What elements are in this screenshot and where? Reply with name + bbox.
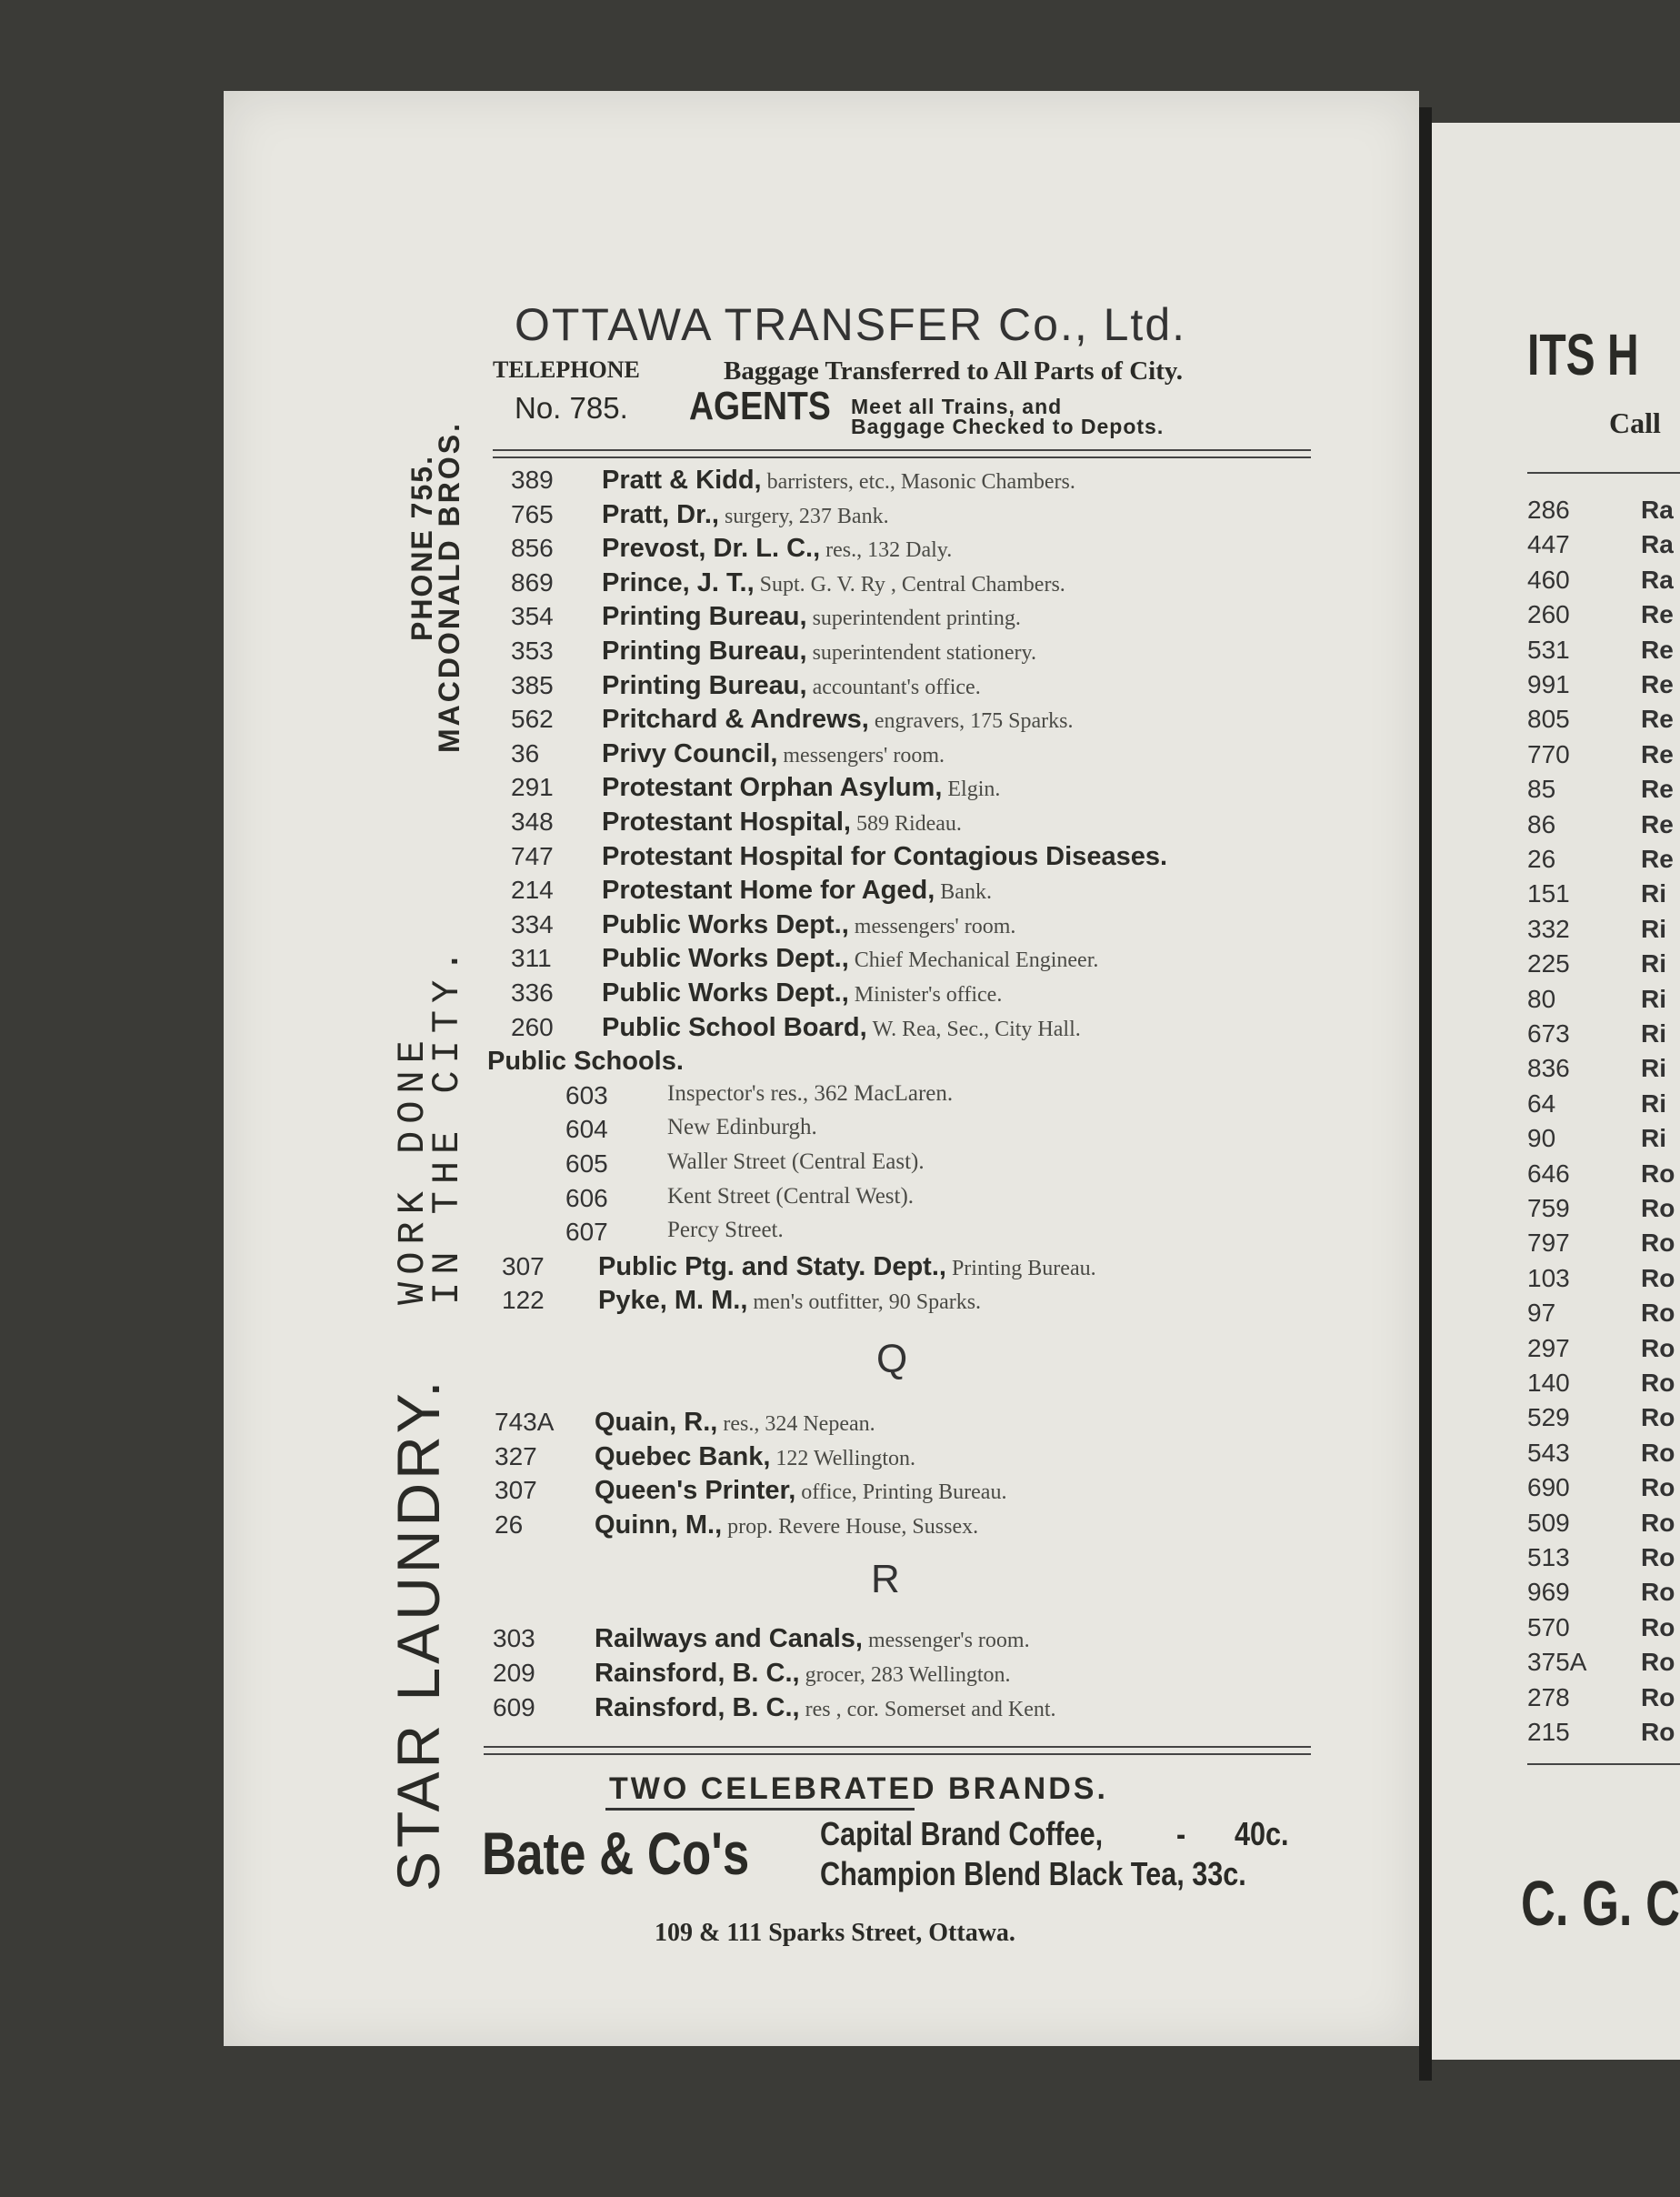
ad-baggage-line: Baggage Transferred to All Parts of City.	[724, 356, 1184, 386]
entry-name	[595, 1510, 978, 1540]
right-entry-number: 690	[1527, 1473, 1570, 1502]
right-entry-number: 26	[1527, 845, 1556, 873]
right-entry-name: Ro	[1641, 1718, 1675, 1746]
entry-name-text: Printing Bureau,	[602, 602, 807, 632]
right-entry-number: 543	[1527, 1438, 1570, 1467]
entry-name	[595, 1624, 1030, 1654]
entry-name-text: Rainsford, B. C.,	[595, 1692, 800, 1722]
right-entry-name: Ro	[1641, 1333, 1675, 1362]
ad-telephone-number: No. 785.	[515, 391, 628, 425]
entry-name-text: Quebec Bank,	[595, 1441, 771, 1471]
right-entry-number: 673	[1527, 1019, 1570, 1048]
right-entry-number: 151	[1527, 879, 1570, 908]
right-entry-number: 80	[1527, 984, 1556, 1013]
entry-name-text: Public School Board,	[602, 1012, 867, 1042]
side-phone: PHONE 755.	[405, 455, 438, 641]
entry-name	[602, 500, 889, 530]
school-description: New Edinburgh.	[667, 1115, 817, 1140]
entry-name	[602, 876, 992, 906]
entry-name	[602, 602, 1021, 632]
right-entry-number: 297	[1527, 1333, 1570, 1362]
right-entry-name: Re	[1641, 739, 1674, 768]
entry-name	[602, 568, 1065, 598]
entry-name	[598, 1286, 981, 1316]
entry-name-text: Pritchard & Andrews,	[602, 705, 869, 735]
entry-name	[602, 705, 1073, 735]
entry-name-text: Public Works Dept.,	[602, 978, 849, 1008]
entry-number: 353	[511, 637, 554, 665]
entry-name	[595, 1693, 1056, 1723]
right-entry-name: Re	[1641, 600, 1674, 629]
entry-description: W. Rea, Sec., City Hall.	[872, 1017, 1081, 1041]
ad-agents-label: AGENTS	[689, 384, 831, 428]
right-entry-name: Re	[1641, 635, 1674, 664]
entry-name-text: Pratt, Dr.,	[602, 499, 719, 529]
bottom-ad-line-1-dash: -	[1176, 1815, 1186, 1852]
side-in-the-city: IN THE CITY.	[425, 942, 469, 1305]
entry-number: 869	[511, 567, 554, 597]
right-entry-name: Ri	[1641, 1019, 1666, 1048]
entry-description: Minister's office.	[854, 983, 1003, 1007]
right-entry-name: Re	[1641, 705, 1674, 734]
right-entry-number: 969	[1527, 1578, 1570, 1607]
side-star-laundry: STAR LAUNDRY.	[385, 1377, 452, 1891]
right-entry-number: 991	[1527, 670, 1570, 698]
right-page-bottom-rule	[1527, 1763, 1680, 1765]
right-entry-number: 531	[1527, 635, 1570, 664]
entry-description: accountant's office.	[812, 675, 981, 699]
right-page	[1432, 123, 1680, 2060]
entry-name-text: Protestant Hospital,	[602, 808, 851, 837]
entry-number: 856	[511, 534, 554, 563]
entry-number: 607	[565, 1218, 608, 1247]
right-entry-name: Re	[1641, 775, 1674, 804]
right-entry-name: Ri	[1641, 879, 1666, 908]
right-entry-number: 646	[1527, 1159, 1570, 1188]
entry-name	[602, 842, 1173, 872]
entry-name-text: Protestant Hospital for Contagious Diseases.	[602, 841, 1168, 871]
entry-number: 562	[511, 705, 554, 734]
entry-number: 765	[511, 499, 554, 528]
entry-number: 122	[502, 1286, 545, 1315]
entry-number: 307	[495, 1476, 537, 1505]
right-entry-name: Ra	[1641, 530, 1674, 559]
entry-name	[602, 773, 1000, 803]
entry-number: 606	[565, 1183, 608, 1212]
right-entry-name: Ro	[1641, 1508, 1675, 1537]
entry-name-text: Printing Bureau,	[602, 637, 807, 666]
entry-name-text: Pyke, M. M.,	[598, 1286, 748, 1316]
entry-description: messenger's room.	[867, 1629, 1030, 1653]
entry-name-text: Protestant Home for Aged,	[602, 876, 935, 906]
right-entry-name: Ro	[1641, 1159, 1675, 1188]
entry-number: 260	[511, 1012, 554, 1041]
entry-number: 743A	[495, 1408, 555, 1436]
entry-number: 307	[502, 1251, 545, 1280]
right-entry-name: Ro	[1641, 1648, 1675, 1677]
right-entry-name: Re	[1641, 670, 1674, 698]
entry-description: Printing Bureau.	[951, 1256, 1096, 1280]
right-page-rule	[1527, 472, 1680, 474]
entry-number: 348	[511, 808, 554, 836]
entry-description: 589 Rideau.	[855, 812, 962, 836]
entry-description: superintendent printing.	[812, 607, 1021, 631]
bottom-ad-line-1-price: 40c.	[1235, 1815, 1289, 1852]
entry-number: 605	[565, 1149, 608, 1178]
right-entry-number: 529	[1527, 1403, 1570, 1432]
right-entry-name: Ri	[1641, 1088, 1666, 1118]
right-entry-number: 103	[1527, 1263, 1570, 1292]
entry-description: office, Printing Bureau.	[801, 1480, 1007, 1505]
entry-name-text: Quinn, M.,	[595, 1510, 723, 1540]
right-entry-name: Ro	[1641, 1194, 1675, 1222]
right-entry-number: 460	[1527, 565, 1570, 594]
entry-number: 311	[511, 944, 552, 973]
entry-number: 385	[511, 670, 554, 699]
entry-description: superintendent stationery.	[812, 641, 1036, 665]
right-entry-number: 260	[1527, 600, 1570, 629]
right-entry-name: Ro	[1641, 1299, 1675, 1328]
right-page-header: ITS H	[1527, 322, 1639, 387]
right-entry-number: 86	[1527, 809, 1556, 838]
entry-name	[602, 637, 1036, 667]
entry-number: 209	[493, 1659, 535, 1687]
entry-name-text: Queen's Printer,	[595, 1476, 796, 1506]
right-entry-name: Ra	[1641, 496, 1674, 524]
ad-agents-line-2: Baggage Checked to Depots.	[851, 415, 1165, 438]
entry-number: 26	[495, 1510, 524, 1539]
right-page-footer: C. G. C	[1521, 1868, 1680, 1939]
entry-name-text: Protestant Orphan Asylum,	[602, 773, 943, 803]
entry-number: 291	[511, 773, 554, 802]
right-entry-name: Ro	[1641, 1229, 1675, 1258]
bottom-ad-underline	[605, 1808, 915, 1811]
entry-number: 609	[493, 1692, 535, 1721]
entry-name-text: Pratt & Kidd,	[602, 466, 762, 495]
entry-number: 604	[565, 1115, 608, 1144]
right-entry-number: 85	[1527, 775, 1556, 804]
right-entry-number: 90	[1527, 1124, 1556, 1153]
right-entry-name: Ri	[1641, 1124, 1666, 1153]
entry-name-text: Quain, R.,	[595, 1408, 718, 1437]
entry-name	[595, 1476, 1006, 1506]
entry-description: prop. Revere House, Sussex.	[727, 1514, 979, 1539]
entry-description: res., 132 Daly.	[825, 538, 953, 563]
entry-number: 214	[511, 876, 554, 905]
right-entry-number: 509	[1527, 1508, 1570, 1537]
right-entry-number: 447	[1527, 530, 1570, 559]
right-entry-name: Ri	[1641, 984, 1666, 1013]
entry-description: messengers' room.	[783, 743, 945, 767]
right-entry-number: 286	[1527, 496, 1570, 524]
entry-name	[602, 671, 981, 701]
ad-agents-line-1: Meet all Trains, and	[851, 395, 1063, 418]
right-entry-name: Ro	[1641, 1578, 1675, 1607]
entry-number: 303	[493, 1624, 535, 1653]
entry-name	[602, 978, 1002, 1008]
entry-name	[595, 1408, 875, 1438]
entry-description: engravers, 175 Sparks.	[874, 709, 1074, 734]
entry-description: surgery, 237 Bank.	[724, 504, 889, 528]
entry-number: 354	[511, 602, 554, 631]
entry-name	[598, 1252, 1096, 1282]
entry-name-text: Public Works Dept.,	[602, 944, 849, 974]
bottom-ad-line-2: Champion Blend Black Tea, 33c.	[820, 1855, 1246, 1892]
entry-number: 336	[511, 978, 554, 1007]
right-entry-name: Ri	[1641, 949, 1666, 978]
entry-name-text: Rainsford, B. C.,	[595, 1659, 800, 1688]
entry-description: res., 324 Nepean.	[723, 1412, 875, 1436]
right-entry-name: Re	[1641, 809, 1674, 838]
right-entry-number: 770	[1527, 739, 1570, 768]
entry-description: grocer, 283 Wellington.	[805, 1663, 1011, 1687]
right-entry-name: Ro	[1641, 1682, 1675, 1711]
school-description: Inspector's res., 362 MacLaren.	[667, 1080, 954, 1106]
entry-description: 122 Wellington.	[775, 1446, 916, 1470]
right-entry-name: Ro	[1641, 1473, 1675, 1502]
ad-telephone-label: TELEPHONE	[493, 356, 640, 383]
entry-name	[602, 739, 945, 769]
entry-name	[602, 808, 962, 838]
right-entry-number: 332	[1527, 914, 1570, 943]
right-entry-number: 836	[1527, 1054, 1570, 1083]
entry-description: Chief Mechanical Engineer.	[854, 948, 1099, 973]
right-entry-number: 570	[1527, 1612, 1570, 1641]
entry-number: 327	[495, 1441, 537, 1470]
right-entry-number: 225	[1527, 949, 1570, 978]
entry-name	[602, 1013, 1081, 1043]
entry-name-text: Prevost, Dr. L. C.,	[602, 534, 821, 564]
right-entry-name: Ri	[1641, 1054, 1666, 1083]
ad-divider	[493, 449, 1311, 458]
page-gutter	[1419, 107, 1432, 2081]
entry-number: 36	[511, 738, 540, 767]
right-entry-name: Ro	[1641, 1543, 1675, 1571]
entry-name-text: Public Ptg. and Staty. Dept.,	[598, 1251, 946, 1281]
entry-description: messengers' room.	[854, 914, 1016, 938]
entry-description: Supt. G. V. Ry , Central Chambers.	[759, 572, 1065, 597]
right-entry-number: 375A	[1527, 1648, 1587, 1677]
right-entry-name: Ro	[1641, 1263, 1675, 1292]
right-entry-name: Ro	[1641, 1612, 1675, 1641]
right-entry-number: 797	[1527, 1229, 1570, 1258]
right-entry-number: 278	[1527, 1682, 1570, 1711]
right-entry-name: Ri	[1641, 914, 1666, 943]
entry-name-text: Privy Council,	[602, 738, 778, 768]
entry-name-text: Public Works Dept.,	[602, 909, 849, 939]
school-description: Percy Street.	[667, 1218, 784, 1243]
entry-description: res , cor. Somerset and Kent.	[805, 1697, 1056, 1721]
entry-name	[602, 534, 952, 564]
entry-name	[602, 910, 1015, 940]
right-entry-number: 215	[1527, 1718, 1570, 1746]
entry-description: barristers, etc., Masonic Chambers.	[766, 470, 1075, 494]
right-entry-number: 513	[1527, 1543, 1570, 1571]
entry-name	[595, 1442, 915, 1472]
entry-name	[602, 466, 1075, 496]
entry-name-text: Railways and Canals,	[595, 1624, 863, 1654]
entry-description: men's outfitter, 90 Sparks.	[753, 1290, 982, 1315]
school-description: Waller Street (Central East).	[667, 1149, 925, 1174]
entry-description: Bank.	[940, 880, 992, 905]
right-entry-number: 805	[1527, 705, 1570, 734]
right-entry-number: 97	[1527, 1299, 1556, 1328]
bottom-ad-heading: TWO CELEBRATED BRANDS.	[609, 1771, 1108, 1806]
entry-name-text: Printing Bureau,	[602, 670, 807, 700]
right-entry-name: Re	[1641, 845, 1674, 873]
section-letter-r: R	[871, 1557, 900, 1602]
entry-name-text: Prince, J. T.,	[602, 567, 755, 597]
entry-name	[602, 944, 1098, 974]
entry-number: 389	[511, 466, 554, 494]
bottom-ad-address: 109 & 111 Sparks Street, Ottawa.	[655, 1919, 1015, 1947]
entry-name	[595, 1659, 1011, 1689]
entry-number: 747	[511, 841, 554, 870]
right-entry-name: Ro	[1641, 1403, 1675, 1432]
right-entry-name: Ro	[1641, 1369, 1675, 1397]
section-letter-q: Q	[876, 1337, 908, 1381]
right-page-subheader: Call	[1609, 406, 1661, 439]
side-macdonald-bros: MACDONALD BROS.	[433, 421, 465, 753]
bottom-divider	[484, 1746, 1311, 1755]
entry-description: Elgin.	[947, 777, 1001, 802]
right-entry-number: 64	[1527, 1088, 1556, 1118]
right-entry-number: 140	[1527, 1369, 1570, 1397]
bottom-ad-line-1: Capital Brand Coffee,	[820, 1815, 1104, 1852]
entry-number: 334	[511, 909, 554, 938]
bottom-ad-brand: Bate & Co's	[482, 1820, 750, 1887]
entry-number: 603	[565, 1080, 608, 1109]
left-page	[224, 91, 1419, 2046]
right-entry-number: 759	[1527, 1194, 1570, 1222]
right-entry-name: Ra	[1641, 565, 1674, 594]
right-entry-name: Ro	[1641, 1438, 1675, 1467]
public-schools-heading: Public Schools.	[487, 1047, 684, 1077]
ad-company-name: OTTAWA TRANSFER Co., Ltd.	[515, 299, 1187, 350]
side-work-done: WORK DONE	[391, 1033, 435, 1305]
school-description: Kent Street (Central West).	[667, 1183, 915, 1209]
